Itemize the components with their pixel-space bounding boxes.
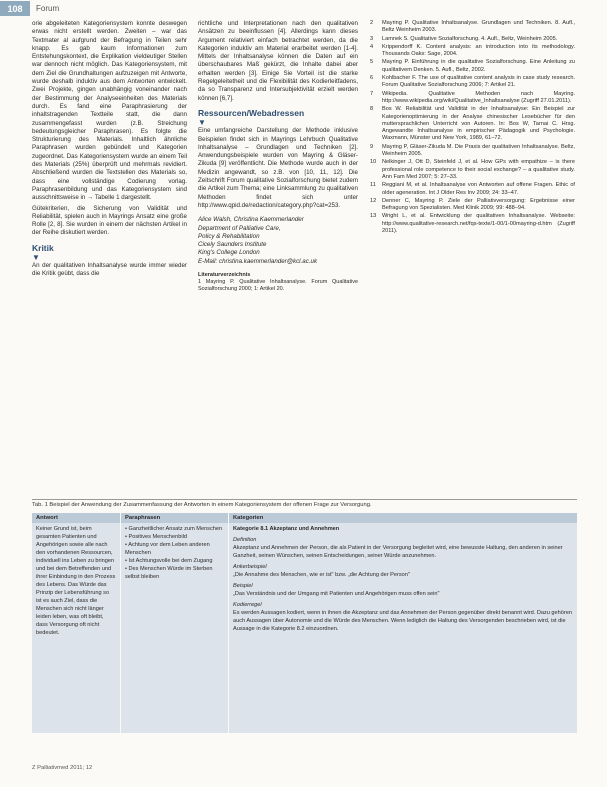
- reference-text: Nelkinger J, Ott D, Steinfeld J, et al. How GPs with empathize – is there professional role competence to their social exchange? – a qualitative study. Ann Fam Med 2007; 5: 27–33.: [382, 159, 575, 180]
- author-email: E-Mail: christina.kaemmerlander@kcl.ac.uk: [198, 257, 318, 265]
- author-affiliation: Cicely Saunders Institute: [198, 241, 267, 249]
- reference-text: Mayring P. Einführung in die qualitative Sozialforschung. Eine Anleitung zu qualitativem Denken. 5. Aufl., Beltz, 2002.: [382, 59, 575, 73]
- reference-number: 7: [370, 90, 374, 97]
- reference-number: 10: [370, 159, 377, 166]
- author-affiliation: King's College London: [198, 249, 260, 257]
- paraphrase-item: [125, 557, 224, 565]
- triangle-down-icon: ▼: [32, 253, 40, 263]
- paraphrase-item: [125, 533, 224, 541]
- example-text: „Das Verständnis und der Umgang mit Patienten und Angehörigen muss offen sein": [233, 591, 440, 597]
- reference-text: Wright L, et al. Entwicklung der qualitativen Inhaltsanalyse. Webseite: http://www.qualitative-research.net/fqs-texte/1-00/1-00mayring-d.htm (Zugriff 2011).: [382, 213, 575, 235]
- column-2: [198, 20, 358, 293]
- reference-text: Kohlbacher F. The use of qualitative content analysis in case study research. Forum Qualitative Sozialforschung 2006; 7: Artikel 21.: [382, 75, 575, 89]
- page-number: 108: [0, 1, 30, 16]
- page-header: [0, 0, 607, 18]
- page-footer: Z Palliativmed 2011; 12: [32, 765, 93, 771]
- section-label: Forum: [36, 4, 60, 13]
- reference-number: 6: [370, 75, 374, 82]
- table-cell-answer: Keiner Grund ist, beim gesamten Patienten und Angehörigen sowie alle nach den vorhandenen Ressourcen, individuell ins Leben zu bringen und bei dem Betreffenden und ihrer Einbindung in den Prozess des Lebens. Das Würde das Prinzip der Lebensführung so ist es auch Ziel, dass die Menschen sich nicht länger leiden leben, was oft bleibt, dass Versorgung oft nicht bedeutet.: [36, 526, 116, 636]
- reference-number: 5: [370, 59, 374, 66]
- reference-text: Mayring P, Gläser-Zikuda M. Die Praxis der qualitativen Inhaltsanalyse. Beltz, Weinheim 2005.: [382, 143, 575, 158]
- reference-item: [370, 159, 575, 181]
- reference-item: [370, 198, 575, 213]
- table-header-cell: Kategorien: [228, 513, 577, 523]
- literature-heading: Literaturverzeichnis: [198, 272, 251, 279]
- rule-label: Kodierregel: [233, 602, 262, 608]
- reference-text: Denner C, Mayring P. Ziele der Palliativversorgung: Ergebnisse einer Befragung von Spezialisten. Med Klinik 2009; 99: 488–94.: [382, 197, 575, 212]
- reference-number: 9: [370, 143, 374, 150]
- kritik-heading: Kritik: [32, 242, 54, 253]
- definition-text: Akzeptanz und Annehmen der Person, die als Patient in der Versorgung begleitet wird, eine bewusste Haltung, den anderen in seiner Ganzheit, seinen Wünschen, seinen Entscheidungen, seiner Würde anzunehmen.: [233, 545, 563, 559]
- table-header-cell: Antwort: [36, 515, 58, 521]
- table-1: [32, 499, 577, 733]
- bullet-icon: •: [125, 534, 129, 540]
- paragraph: richtliche und Interpretationen nach den qualitativen Ansätzen zu beeinflussen [4]. Allerdings kann dieses Argument relativiert einfach betrachtet werden, da die Kategorien induktiv am Material erarbeitet werden [1-4]. Mittels der Inhaltsanalyse können die Daten auf ein überschaubares Maß gekürzt, die Inhalte dabei aber erhalten werden [3]. Einige Sie Vorteil ist die starke Regelgeleitetheit und die Flexibilität des Kodierleitfadens, da so Transparenz und Intersubjektivität erzielt werden können [6,7].: [198, 20, 358, 102]
- triangle-down-icon: ▼: [198, 118, 206, 128]
- table-row: [32, 523, 577, 733]
- reference-text: Wikipedia. Qualitative Methoden nach Mayring. http://www.wikipedia.org/wiki/Qualitative_Inhaltsanalyse (Zugriff 27.01.2011).: [382, 90, 575, 104]
- reference-text: Krippendorff K. Content analysis: an introduction into its methodology. Thousands Oaks: Sage, 2004.: [382, 43, 575, 58]
- reference-text: Mayring P. Qualitative Inhaltsanalyse. Grundlagen und Techniken. 8. Aufl., Beltz Weinheim 2003.: [382, 20, 575, 34]
- reference-text: Bos W. Reliabilität und Validität in der Inhaltsanalyse: Ein Beispiel zur Kategorienoptimierung in der Analyse chinesischer Lesebücher für den muttersprachlichen Unterricht von Autoren. In: Bos W, Tarnai C. Hrsg. Angewandte Inhaltsanalyse in empirischer Pädagogik und Psychologie. Waxmann, Münster und New York, 1989, 61–72.: [382, 106, 575, 142]
- paragraph: Gütekriterien, die Sicherung von Validität und Reliabilität, spielen auch in Mayrings Ansatz eine große Rolle [2, 8]. Sie wurden in einem der nächsten Artikel in der Reihe diskutiert werden.: [32, 204, 187, 237]
- author-affiliation: Policy & Rehabilitation: [198, 232, 260, 240]
- rule-text: Es werden Aussagen kodiert, wenn in ihnen die Akzeptanz und das Annehmen der Person gegenüber direkt benannt wird. Dazu gehören auch Aussagen über Autonomie und die Würde des Menschen. Wenn lediglich die Haltung des Versorgenden beschrieben wird, ist die Aussage in die Kategorie 8.2 einzuordnen.: [233, 610, 572, 632]
- reference-list: [370, 20, 575, 236]
- reference-item: 1 Mayring P. Qualitative Inhaltsanalyse. Forum Qualitative Sozialforschung 2000; 1: Artikel 20.: [198, 279, 358, 293]
- reference-item: [370, 75, 575, 90]
- example-label: Beispiel: [233, 583, 253, 589]
- resources-heading: Ressourcen/Webadressen: [198, 107, 305, 118]
- reference-number: 2: [370, 20, 374, 26]
- bullet-icon: •: [125, 526, 129, 532]
- bullet-icon: •: [125, 566, 129, 572]
- reference-item: [370, 36, 575, 43]
- paragraph: orie abgeleiteten Kategoriensystem konnte deswegen erwas nicht erstellt werden. Zweiten – war das Textmater al aufgrund der Befragung in Teilen sehr knapp. Es gab kaum Informationen zum Entstehungskontext, die Explikation vieldeutiger Stellen war dennoch nicht möglich. Das Kategoriensystem, mit dem Ziel die Grundhaltungen aufzuzeigen mit Antworte, wurde deshalb induktiv aus dem Antworten entwickelt. Zwei Projekte, gingen unabhängig voneinander nach der Bestimmung der Analyseeinheiten des Materials durch. Es fand eine Paraphrasierung der inhaltstragenden Textteile statt, die dann zusammengefasst wurden (z.B. Streichung bedeutungsgleicher Paraphrasen). Es folgte die Strukturierung des Materials. Inhaltlich ähnliche Paraphrasen wurden gebündelt und Kategorien zugeordnet. Das Kategoriensystem wurde an einem Teil des Materials (25%) überprüft und mehrmals revidiert. Abschließend wurden die Textstellen des Materials so, dass eine vollständige Codierung vorlag. Paraphrasenbildung und das Kategoriensystem sind ausschnittsweise in → Tabelle 1 dargestellt.: [32, 20, 187, 202]
- reference-number: 3: [370, 35, 374, 42]
- reference-item: [370, 106, 575, 142]
- author-affiliation: Department of Palliative Care,: [198, 224, 281, 232]
- paraphrase-item: [125, 541, 224, 557]
- paraphrase-text: Positives Menschenbild: [128, 534, 187, 540]
- author-name: Alice Walsh, Christina Kaemmerlander: [198, 216, 304, 224]
- reference-item: [370, 44, 575, 59]
- reference-number: 11: [370, 182, 376, 189]
- definition-label: Definition: [233, 537, 257, 543]
- category-title: Kategorie 8.1 Akzeptanz und Annehmen: [233, 526, 340, 532]
- paraphrase-item: [125, 565, 224, 581]
- paragraph: Eine umfangreiche Darstellung der Methode inklusive Beispielen findet sich in Mayrings Lehrbuch Qualitative Inhaltsanalyse – Grundlagen und Techniken [2]. Anwendungsbeispiele wurden von Mayring & Gläser-Zikuda [9] veröffentlicht. Die Methode wurde auch in der Medizin angewandt, so z.B. von [10, 11, 12]. Die Zeitschrift Forum qualitative Sozialforschung bietet zudem die Artikel zum Thema; eine Linksammlung zu qualitativen Methoden findet sich unter http://www.qpid.de/redaction/category.php?cat=253.: [198, 127, 358, 209]
- paraphrase-text: Ganzheitlicher Ansatz zum Menschen: [128, 526, 223, 532]
- table-header-row: [32, 513, 577, 523]
- table-caption: Tab. 1 Beispiel der Anwendung der Zusammenfassung der Antworten in einem Kategoriensystem der offenen Frage zur Versorgung.: [32, 499, 577, 512]
- column-1: [32, 20, 187, 281]
- table-header-cell: Paraphrasen: [120, 513, 228, 523]
- bullet-icon: •: [125, 558, 129, 564]
- table-cell-categories: [228, 523, 577, 733]
- reference-text: Reggiani M, et al. Inhaltsanalyse von Antworten auf offene Fragen. Ethic of older ageneration. Int J Older Res Inv 2009; 24: 33–47.: [382, 182, 575, 196]
- reference-item: [370, 20, 575, 35]
- reference-item: [370, 182, 575, 197]
- reference-number: 13: [370, 213, 377, 220]
- reference-item: [370, 59, 575, 74]
- bullet-icon: •: [125, 542, 129, 548]
- reference-item: [370, 213, 575, 235]
- paragraph: An der qualitativen Inhaltsanalyse wurde immer wieder die Kritik geübt, dass die: [32, 262, 187, 278]
- reference-item: [370, 91, 575, 106]
- anchor-text: „Die Annahme des Menschen, wie er ist" bzw. „die Achtung der Person": [233, 572, 410, 578]
- paraphrase-text: Ist Achtungsvolle bei dem Zugang: [128, 558, 213, 564]
- table-cell-paraphrases: [120, 523, 228, 733]
- reference-number: 8: [370, 106, 374, 113]
- anchor-label: Ankerbeispiel: [233, 564, 267, 570]
- paraphrase-text: Des Menschen Würde im Sterben selbst bleiben: [125, 566, 213, 580]
- paraphrase-text: Achtung vor dem Leben anderen Menschen: [125, 542, 210, 556]
- reference-text: Lamnek S. Qualitative Sozialforschung. 4. Aufl., Beltz, Weinheim 2005.: [382, 35, 558, 42]
- reference-item: [370, 144, 575, 159]
- reference-number: 12: [370, 197, 377, 204]
- paraphrase-item: [125, 525, 224, 533]
- reference-number: 4: [370, 43, 374, 50]
- author-block: [198, 216, 358, 266]
